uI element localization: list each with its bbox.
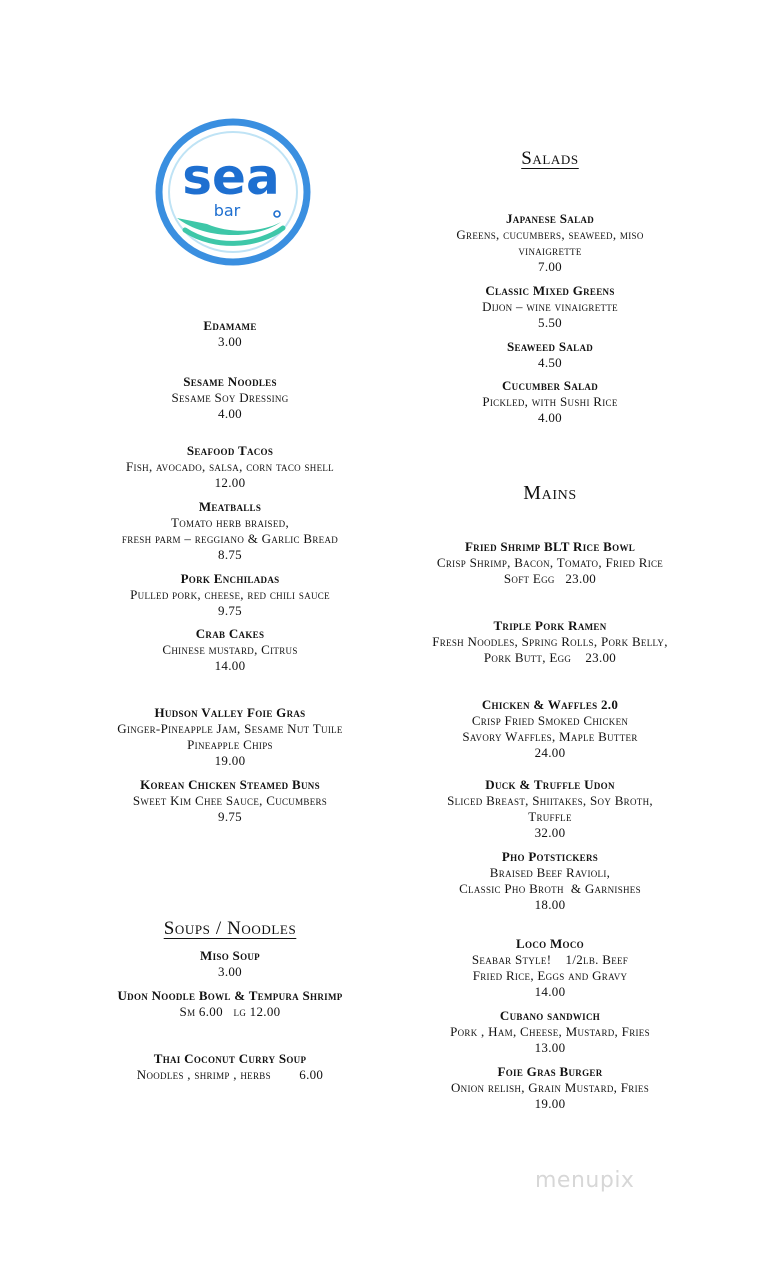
item-name: Triple Pork Ramen [493, 618, 607, 633]
item-description: Crisp Shrimp, Bacon, Tomato, Fried Rice [436, 555, 664, 570]
item-name: Loco Moco [516, 936, 584, 951]
menu-item [375, 211, 725, 275]
item-description: vinaigrette [518, 243, 582, 258]
section-heading-salads [375, 148, 725, 170]
item-description: Sweet Kim Chee Sauce, Cucumbers [132, 793, 328, 808]
menu-item [60, 705, 400, 769]
item-description: Pineapple Chips [187, 737, 273, 752]
menu-item [375, 618, 725, 666]
item-name: Chicken & Waffles 2.0 [481, 697, 619, 712]
item-name: Korean Chicken Steamed Buns [140, 777, 320, 792]
item-description: Sesame Soy Dressing [171, 390, 289, 405]
left-column [60, 0, 400, 1265]
item-description: Sliced Breast, Shiitakes, Soy Broth, [447, 793, 653, 808]
watermark: menupix [535, 1168, 635, 1193]
menu-item [60, 318, 400, 350]
item-description: Braised Beef Ravioli, [489, 865, 611, 880]
item-name: Sesame Noodles [183, 374, 277, 389]
logo-main-text: sea [182, 148, 280, 206]
item-price: 13.00 [534, 1040, 566, 1055]
item-price: 3.00 [218, 334, 242, 349]
menu-item [60, 988, 400, 1020]
item-price: 7.00 [538, 259, 562, 274]
section-heading-text: Salads [521, 148, 579, 169]
item-name: Edamame [203, 318, 257, 333]
item-name: Foie Gras Burger [497, 1064, 603, 1079]
item-name: Crab Cakes [195, 626, 265, 641]
item-name: Classic Mixed Greens [485, 283, 615, 298]
item-name: Japanese Salad [505, 211, 595, 226]
item-price: 12.00 [214, 475, 246, 490]
section-heading-text: Mains [523, 482, 577, 504]
item-price: 3.00 [218, 964, 242, 979]
menu-item [60, 571, 400, 619]
section-heading-soups [60, 918, 400, 940]
item-price: Sm 6.00 lg 12.00 [179, 1004, 281, 1019]
item-name: Duck & Truffle Udon [485, 777, 615, 792]
item-name: Seaweed Salad [506, 339, 594, 354]
item-price: 4.00 [218, 406, 242, 421]
item-description: Fish, avocado, salsa, corn taco shell [126, 459, 334, 474]
menu-item [60, 626, 400, 674]
menu-item [375, 378, 725, 426]
item-description: Ginger-Pineapple Jam, Sesame Nut Tuile [117, 721, 343, 736]
menu-item [375, 697, 725, 761]
menu-item [375, 283, 725, 331]
item-name: Fried Shrimp BLT Rice Bowl [464, 539, 636, 554]
item-name: Cucumber Salad [501, 378, 599, 393]
item-description: Crisp Fried Smoked Chicken [471, 713, 629, 728]
section-heading-mains [375, 482, 725, 505]
menu-item [60, 948, 400, 980]
item-name: Pork Enchiladas [180, 571, 280, 586]
menu-item [60, 443, 400, 491]
item-name: Meatballs [198, 499, 262, 514]
item-description: Noodles , shrimp , herbs 6.00 [136, 1067, 324, 1082]
menu-item [60, 777, 400, 825]
item-description: Fresh Noodles, Spring Rolls, Pork Belly, [432, 634, 668, 649]
right-column [375, 0, 725, 1265]
item-description: Pork , Ham, Cheese, Mustard, Fries [450, 1024, 650, 1039]
item-description: Greens, cucumbers, seaweed, miso [456, 227, 644, 242]
item-price: 4.50 [538, 355, 562, 370]
item-description: fresh parm – reggiano & Garlic Bread [121, 531, 339, 546]
item-description: Dijon – wine vinaigrette [482, 299, 618, 314]
item-description: Classic Pho Broth & Garnishes [459, 881, 641, 896]
item-name: Pho Potstickers [501, 849, 599, 864]
item-description: Seabar Style! 1/2lb. Beef [471, 952, 629, 967]
item-description: Pulled pork, cheese, red chili sauce [130, 587, 330, 602]
item-description: Onion relish, Grain Mustard, Fries [450, 1080, 650, 1095]
menu-item [375, 1008, 725, 1056]
menu-item [60, 374, 400, 422]
item-description: Soft Egg 23.00 [503, 571, 597, 586]
item-price: 24.00 [534, 745, 566, 760]
item-price: 14.00 [534, 984, 566, 999]
menu-item [60, 499, 400, 563]
menu-item [375, 936, 725, 1000]
item-price: 8.75 [218, 547, 242, 562]
item-name: Cubano sandwich [499, 1008, 601, 1023]
menu-item [375, 539, 725, 587]
item-name: Hudson Valley Foie Gras [154, 705, 306, 720]
menu-item [375, 339, 725, 371]
item-description: Savory Waffles, Maple Butter [462, 729, 638, 744]
menu-item [60, 1051, 400, 1083]
menu-item [375, 849, 725, 913]
item-name: Seafood Tacos [186, 443, 274, 458]
item-description: Pork Butt, Egg 23.00 [483, 650, 617, 665]
item-name: Miso Soup [200, 948, 260, 963]
item-description: Truffle [528, 809, 572, 824]
item-price: 32.00 [534, 825, 566, 840]
logo-sub-text: bar [213, 201, 241, 220]
item-price: 5.50 [538, 315, 562, 330]
item-price: 9.75 [218, 809, 242, 824]
item-price: 14.00 [214, 658, 246, 673]
section-heading-text: Soups / Noodles [163, 918, 297, 939]
menu-item [375, 1064, 725, 1112]
item-price: 18.00 [534, 897, 566, 912]
menu-item [375, 777, 725, 841]
item-name: Thai Coconut Curry Soup [153, 1051, 307, 1066]
item-price: 19.00 [214, 753, 246, 768]
item-description: Chinese mustard, Citrus [162, 642, 298, 657]
item-name: Udon Noodle Bowl & Tempura Shrimp [117, 988, 343, 1003]
item-price: 4.00 [538, 410, 562, 425]
item-price: 19.00 [534, 1096, 566, 1111]
item-description: Fried Rice, Eggs and Gravy [472, 968, 628, 983]
item-description: Pickled, with Sushi Rice [482, 394, 618, 409]
item-description: Tomato herb braised, [170, 515, 290, 530]
item-price: 9.75 [218, 603, 242, 618]
